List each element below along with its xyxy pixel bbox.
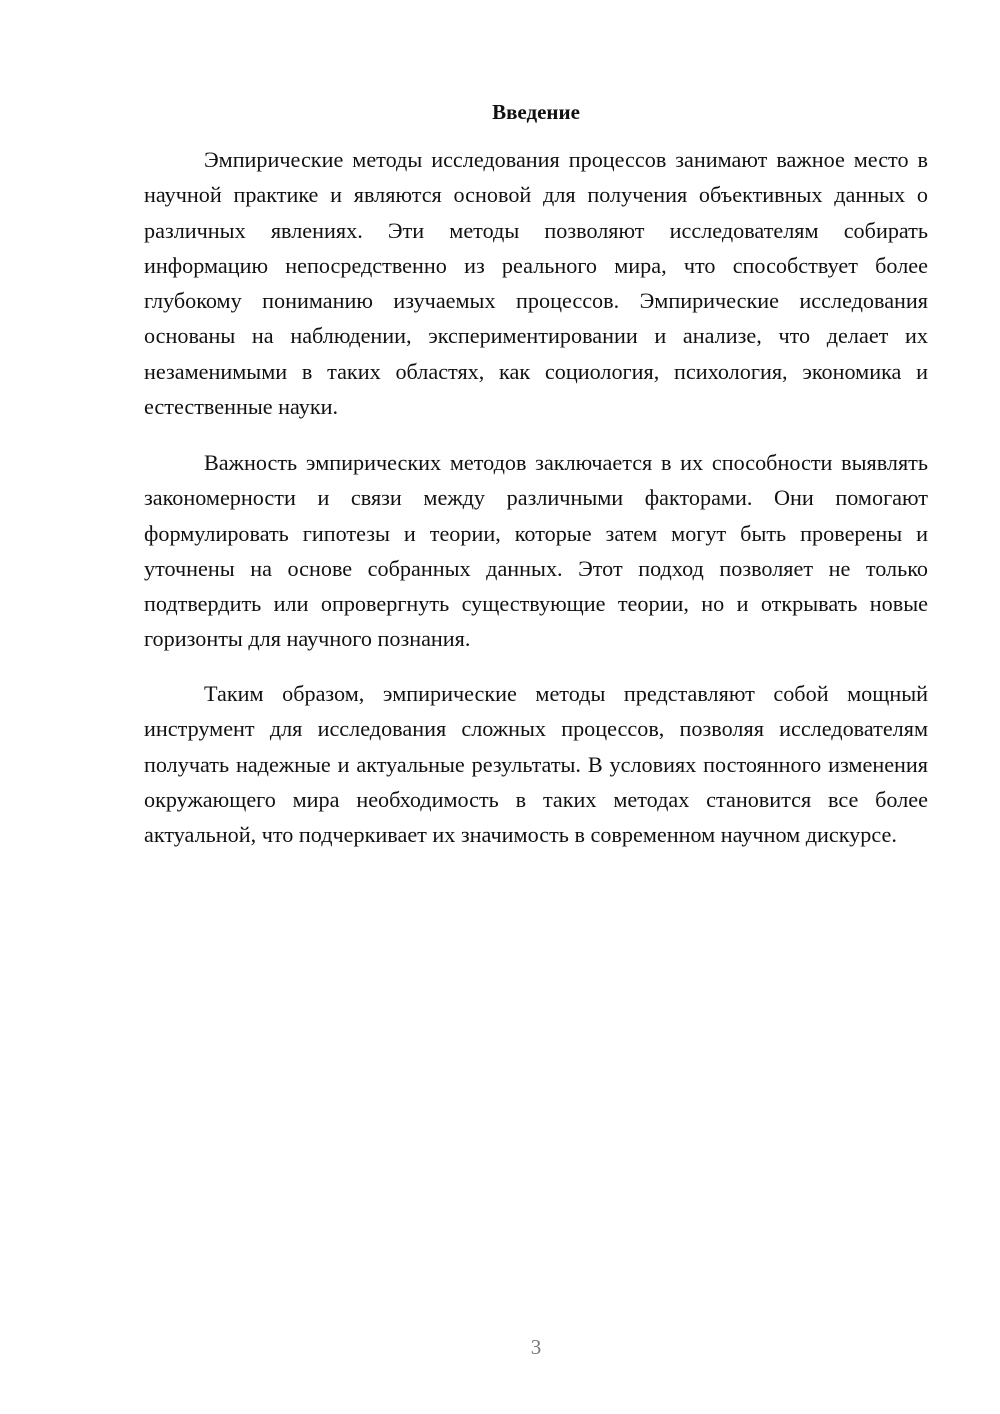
- paragraph-3: Таким образом, эмпирические методы представляют собой мощный инструмент для исследования сложных процессов, позволяя исследователям получать надежные и актуальные результаты. В условиях постоянного изменения окружающего мира необходимость в таких методах становится все более актуальной, что подчеркивает их значимость в современном научном дискурсе.: [144, 681, 928, 848]
- page-number: 3: [530, 1335, 542, 1359]
- paragraph-1: Эмпирические методы исследования процессов занимают важное место в научной практике и являются основой для получения объективных данных о различных явлениях. Эти методы позволяют исследователям собирать информацию непосредственно из реального мира, что способствует более глубокому пониманию изучаемых процессов. Эмпирические исследования основаны на наблюдении, экспериментировании и анализе, что делает их незаменимыми в таких областях, как социология, психология, экономика и естественные науки.: [144, 147, 928, 420]
- section-heading: Введение: [492, 100, 580, 124]
- paragraph-2: Важность эмпирических методов заключается в их способности выявлять закономерности и связи между различными факторами. Они помогают формулировать гипотезы и теории, которые затем могут быть проверены и уточнены на основе собранных данных. Этот подход позволяет не только подтвердить или опровергнуть существующие теории, но и открывать новые горизонты для научного познания.: [144, 450, 928, 652]
